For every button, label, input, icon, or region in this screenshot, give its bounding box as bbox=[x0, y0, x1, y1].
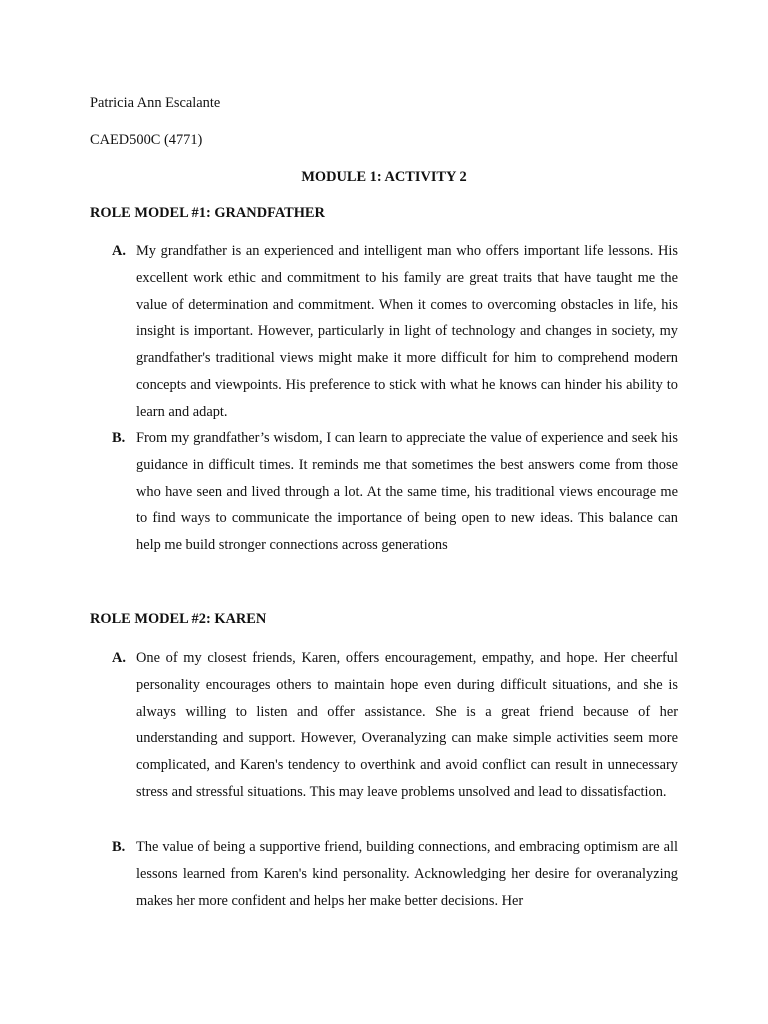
paragraph: From my grandfather’s wisdom, I can learn to appreciate the value of experience and seek his guidance in difficult times. It reminds me that sometimes the best answers come from those who have seen and lived through a lot. At the same time, his traditional views encourage me to find ways to communicate the importance of being open to new ideas. This balance can help me build stronger connections across generations bbox=[136, 430, 678, 554]
list-marker: A. bbox=[112, 650, 126, 666]
list-marker: B. bbox=[112, 839, 126, 855]
paragraph: One of my closest friends, Karen, offers encouragement, empathy, and hope. Her cheerful personality encourages others to maintain hope even during difficult situations, and she is always willing to listen and offer assistance. She is a great friend because of her understanding and support. However, Overanalyzing can make simple activities seem more complicated, and Karen's tendency to overthink and avoid conflict can result in unnecessary stress and stressful situations. This may leave problems unsolved and lead to dissatisfaction. bbox=[136, 650, 678, 800]
list-marker: B. bbox=[112, 430, 126, 446]
section-heading-grandfather: ROLE MODEL #1: GRANDFATHER bbox=[90, 205, 325, 221]
paragraph: My grandfather is an experienced and intelligent man who offers important life lessons. His excellent work ethic and commitment to his family are great traits that have taught me the value of determination and commitment. When it comes to overcoming obstacles in life, his insight is important. However, particularly in light of technology and changes in society, my grandfather's traditional views might make it more difficult for him to comprehend modern concepts and viewpoints. His preference to stick with what he knows can hinder his ability to learn and adapt. bbox=[136, 243, 678, 420]
author-name: Patricia Ann Escalante bbox=[90, 95, 221, 111]
document-title: MODULE 1: ACTIVITY 2 bbox=[301, 169, 467, 185]
paragraph: The value of being a supportive friend, building connections, and embracing optimism are all lessons learned from Karen's kind personality. Acknowledging her desire for overanalyzing makes her more confident and helps her make better decisions. Her bbox=[136, 839, 678, 909]
list-marker: A. bbox=[112, 243, 126, 259]
course-code: CAED500C (4771) bbox=[90, 132, 203, 148]
section-heading-karen: ROLE MODEL #2: KAREN bbox=[90, 611, 267, 627]
